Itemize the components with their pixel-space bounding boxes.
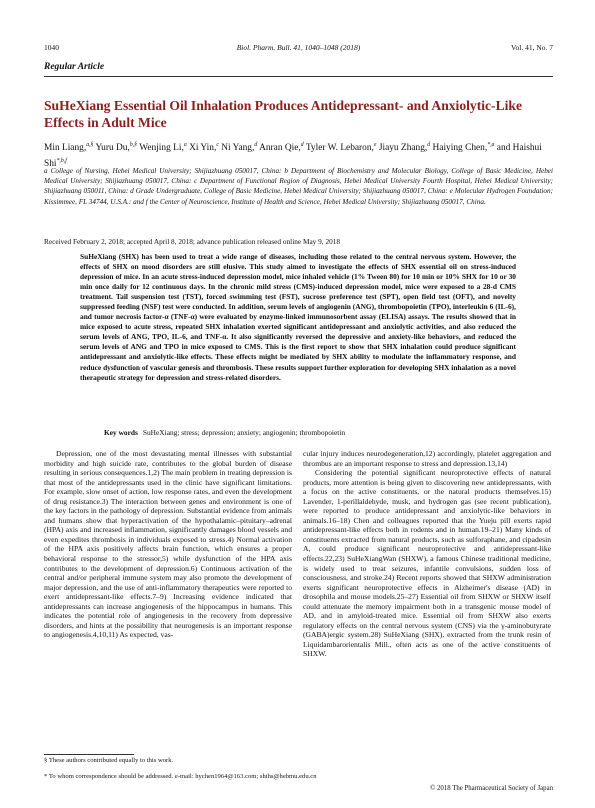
keywords-label: Key words <box>104 428 138 437</box>
paragraph: Considering the potential significant neuroprotective effects of natural products, more attention is being given to discovering new antidepressants, with a focus on the active constituents, or the natural products themselves.15) Lavender, 1-perillaldehyde, musk, and hydrogen gas (see recent publication), were reported to produce antidepressant and anxiolytic-like behaviors in animals.16–18) Chen and colleagues reported that the Yueju pill exerts rapid antidepressant-like effects both in rodents and in human.19–21) Many kinds of constituents extracted from natural products, such as sulforaphane, and cipadesin A, could produce significant neuroprotective and antidepressant-like effects.22,23) SuHeXiangWan (SHXW), a famous Chinese traditional medicine, is widely used to treat seizures, infantile convulsions, sudden loss of consciousness, and stroke.24) Recent reports showed that SHXW administration exerts significant neuroprotective effects in Alzheimer's disease (AD) in drosophila and mouse models.25–27) Essential oil from SHXW or SHXW itself could attenuate the memory impairment both in a transgenic mouse model of AD, and in amyloid-treated mice. Essential oil from SHXW also exerts regulatory effects on the central nervous system (CNS) via the γ-aminobutyrate (GABA)ergic system.28) SuHeXiang (SHX), extracted from the trunk resin of Liquidambarorientalis Mill., often acts as one of the active constituents of SHXW. <box>303 468 551 659</box>
author-affiliation-marker: b,§ <box>129 142 138 148</box>
author-name: Min Liang, <box>44 143 87 154</box>
author-affiliation-marker: d <box>300 142 304 148</box>
footnote-rule <box>44 754 134 755</box>
paragraph: Depression, one of the most devastating mental illnesses with substantial morbidity and high suicide rate, contributes to the global burden of disease resulting in serious consequences.1,2) The main problem in treating depression is that most of the antidepressants used in the clinic have significant limitations. For example, slow onset of action, low response rates, and even the development of drug resistance.3) The interaction between genes and environment is one of the key factors in the pathology of depression. Substantial evidence from animals and humans show that hyperactivation of the hypothalamic–pituitary–adrenal (HPA) axis and increased inflammation, significantly damages blood vessels and even expedites thrombosis in individuals exposed to stress.4) Normal activation of the HPA axis positively affects brain function, which ensures a proper behavioral response to the stressor,5) while dysfunction of the HPA axis contributes to the development of depression.6) Continuous activation of the central and/or peripheral immune system may also promote the development of major depression, and the use of anti-inflammatory therapeutics were reported to exert antidepressant-like effects.7–9) Increasing evidence indicated that antidepressants can increase angiogenesis of the hippocampus in humans. This indicates the potential role of angiogenesis in the recovery from depressive disorders, and hints at the possibility that neurogenesis is an important response to angiogenesis.4,10,11) As expected, vas- <box>44 449 292 640</box>
author-name: Ni Yang, <box>221 143 255 154</box>
footnote-correspondence: * To whom correspondence should be addressed. e-mail: hychen1964@163.com; shihs@hebmu.edu.cn <box>44 773 317 780</box>
abstract: SuHeXiang (SHX) has been used to treat a wide range of diseases, including those related to the central nervous system. However, the effects of SHX on mood disorders are still elusive. This study aimed to investigate the effects of SHX essential oil on stress-induced depression of mice. In an acute stress-induced depression model, mice inhaled vehicle (1% Tween 80) for 10 min or 10% SHX for 10 or 30 min once daily for 12 continuous days. In the chronic mild stress (CMS)-induced depression model, mice were exposed to a 28-d CMS treatment. Tail suspension test (TST), forced swimming test (FST), sucrose preference test (SPT), open field test (OFT), and novelty suppressed feeding (NSF) test were conducted. In addition, serum levels of angiogenin (ANG), thrombopoietin (TPO), interleukin 6 (IL-6), and tumor necrosis factor-α (TNF-α) were evaluated by enzyme-linked immunosorbent assay (ELISA) assays. The results showed that in mice exposed to acute stress, repeated SHX inhalation exerted significant antidepressant and anxiolytic activities, and also reduced the serum levels of ANG, TPO, IL-6, and TNF-α. It also significantly reversed the depressive and anxiety-like behaviors, and reduced the serum levels of ANG and TPO in mice exposed to CMS. This is the first report to show that SHX inhalation could produce significant antidepressant and anxiolytic-like effects. These effects might be mediated by SHX ability to modulate the inflammatory response, and reduce dysfunction of vascular genesis and thrombosis. These results support further exploration for developing SHX inhalation as a novel therapeutic strategy for depression and stress-related disorders. <box>80 252 516 382</box>
article-title: SuHeXiang Essential Oil Inhalation Produces Antidepressant- and Anxiolytic-Like Effects in Adult Mice <box>44 98 523 130</box>
author-affiliation-marker: c <box>216 142 219 148</box>
body-column-right <box>303 449 551 659</box>
keywords <box>104 428 524 438</box>
footnote-equal-contribution: § These authors contributed equally to this work. <box>44 757 174 764</box>
author-name: Wenjing Li, <box>139 143 184 154</box>
author-name: Yuru Du, <box>95 143 130 154</box>
author-affiliation-marker: *,a <box>487 142 495 148</box>
author-name: Xi Yin, <box>189 143 217 154</box>
keywords-list: SuHeXiang; stress; depression; anxiety; angiogenin; thrombopoietin <box>142 428 346 437</box>
author-name: and Haishui Shi <box>44 143 542 170</box>
author-affiliation-marker: d <box>254 142 258 148</box>
affiliations: a College of Nursing, Hebei Medical University; Shijiazhuang 050017, China: b Department of Biochemistry and Molecular Biology, College of Basic Medicine, Hebei Medical University; Shijiazhuang 050017, China: c Department of Functional Region of Diagnosis, Hebei Medical University Fourth Hospital, Hebei Medical University; Shijiazhuang 050011, China: d Grade Undergraduate, College of Basic Medicine, Hebei Medical University; Shijiazhuang 050017, China: e Molecular Hydrogen Foundation; Kissimmee, FL 34744, U.S.A.: and f the Center of Neuroscience, Institute of Health and Science, Hebei Medical University; Shijiazhuang 050017, China. <box>44 167 553 206</box>
section-label: Regular Article <box>44 62 105 72</box>
author-affiliation-marker: a,§ <box>86 142 94 148</box>
author-name: Haiying Chen, <box>432 143 488 154</box>
author-name: Anran Qie, <box>259 143 301 154</box>
author-name: Tyler W. Lebaron, <box>305 143 374 154</box>
received-dates: Received February 2, 2018; accepted April 8, 2018; advance publication released online May 9, 2018 <box>44 237 341 246</box>
copyright: © 2018 The Pharmaceutical Society of Japan <box>430 785 553 792</box>
author-affiliation-marker: d <box>427 142 431 148</box>
body-column-left <box>44 449 292 640</box>
author-name: Jiayu Zhang, <box>378 143 428 154</box>
author-affiliation-marker: *,b,f <box>56 157 67 164</box>
running-header <box>44 43 553 55</box>
author-affiliation-marker: a <box>183 142 187 148</box>
volume-issue: Vol. 41, No. 7 <box>511 43 553 52</box>
header-rule <box>44 76 553 77</box>
journal-citation: Biol. Pharm. Bull. 41, 1040–1048 (2018) <box>236 43 361 52</box>
author-affiliation-marker: e <box>373 142 377 148</box>
paragraph: cular injury induces neurodegeneration,12) accordingly, platelet aggregation and thrombus are an important response to stress and depression.13,14) <box>303 449 551 468</box>
page-number: 1040 <box>44 43 59 52</box>
